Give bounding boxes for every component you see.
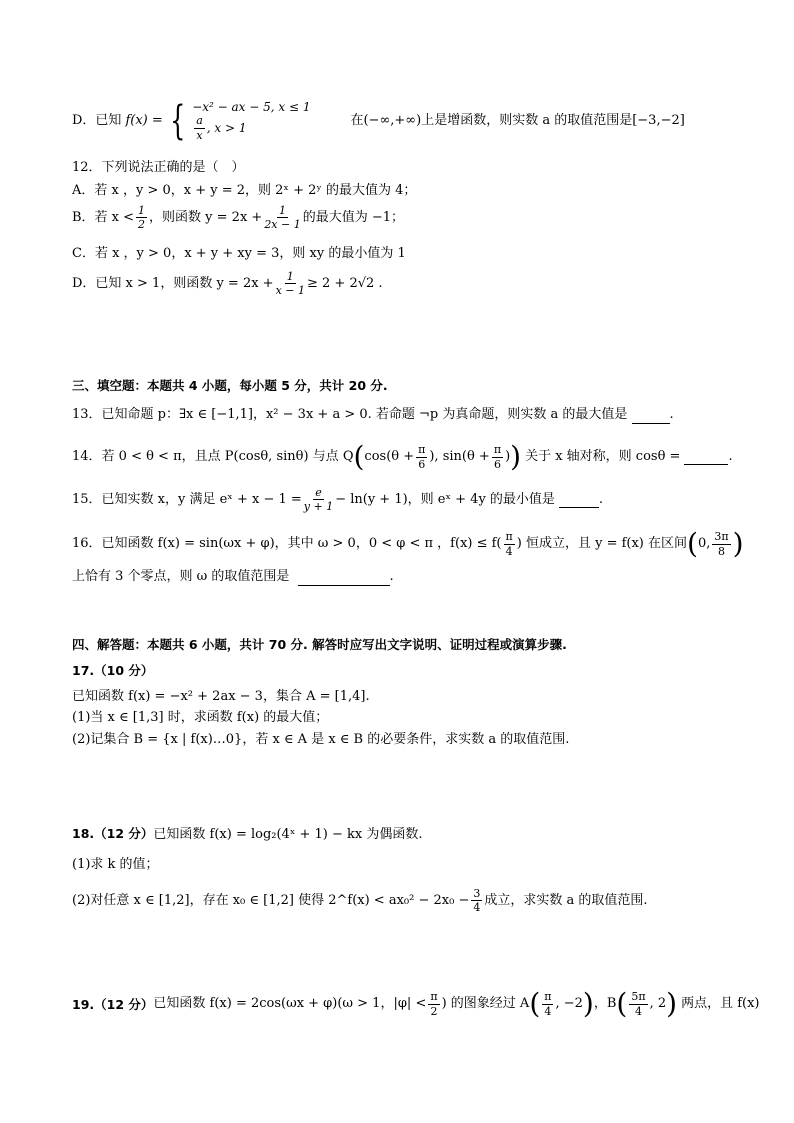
q14-end: . — [728, 449, 733, 465]
q14-inner2: ), sin(θ + — [429, 449, 490, 465]
paren-open: ( — [616, 987, 628, 1020]
q14-frac2 — [492, 443, 503, 470]
q15-frac — [304, 486, 333, 513]
q16-end: . — [389, 569, 394, 584]
q12-option-a: A．若 x ，y > 0，x + y = 2，则 2ˣ + 2ʸ 的最大值为 4； — [72, 183, 417, 198]
q12-option-c: C．若 x ，y > 0，x + y + xy = 3，则 xy 的最小值为 1 — [72, 246, 406, 261]
q16-interval-pre: 0, — [697, 536, 711, 552]
paren-open: ( — [687, 527, 698, 560]
frac-num: a — [196, 114, 203, 128]
frac-den: x — [196, 128, 203, 142]
frac-den: x − 1 — [275, 284, 305, 298]
q11-d-func: f(x) = — [125, 113, 163, 129]
frac-den: 6 — [418, 457, 426, 471]
frac-num: 3π — [714, 530, 729, 544]
q18-l3-post: 成立，求实数 a 的取值范围. — [484, 892, 648, 908]
q19-b-label: ，B — [593, 996, 617, 1012]
case-2-fraction — [194, 114, 205, 141]
paren-open: ( — [529, 987, 541, 1020]
q16-frac-pi4 — [504, 530, 515, 557]
q16-line1 — [72, 527, 744, 560]
q12-title: 12．下列说法正确的是（ ） — [72, 160, 245, 175]
frac-den: 2x − 1 — [264, 218, 301, 232]
frac-num: 1 — [138, 204, 146, 217]
case-2 — [192, 114, 310, 141]
case-1: −x² − ax − 5, x ≤ 1 — [192, 100, 311, 114]
q12-d-pre: D．已知 x > 1，则函数 y = 2x + — [72, 275, 274, 291]
q13-answer-blank[interactable] — [632, 407, 670, 424]
frac-den: 8 — [717, 544, 725, 558]
q16-line2 — [72, 569, 394, 586]
q11-option-d — [72, 97, 685, 144]
q14-frac1 — [416, 443, 427, 470]
q14-inner3: ) — [505, 449, 511, 465]
q19-pre: 已知函数 f(x) = 2cos(ωx + φ)(ω > 1，|φ| < — [153, 996, 427, 1012]
q19-a-post: , −2 — [555, 996, 583, 1012]
q16-answer-blank[interactable] — [298, 569, 390, 586]
q13-end: . — [669, 407, 674, 422]
q17-title: 17.（10 分） — [72, 663, 154, 678]
q19-frac-a — [542, 990, 553, 1017]
paren-close: ) — [666, 987, 678, 1020]
q19-title: 19.（12 分） — [72, 996, 154, 1012]
q17-line2: (1)当 x ∈ [1,3] 时，求函数 f(x) 的最大值； — [72, 710, 329, 725]
q14 — [72, 440, 733, 473]
q18-frac — [471, 887, 482, 914]
frac-den: 4 — [544, 1004, 552, 1018]
paren-open: ( — [353, 440, 365, 473]
frac-den: 6 — [493, 457, 501, 471]
frac-den: y + 1 — [303, 500, 334, 514]
q12-d-frac — [276, 270, 305, 297]
frac-den: 2 — [138, 218, 146, 232]
q18-l1: 已知函数 f(x) = log₂(4ˣ + 1) − kx 为偶函数. — [153, 827, 423, 842]
brace-symbol: { — [169, 97, 186, 144]
q12-b-mid: ，则函数 y = 2x + — [149, 209, 263, 225]
q13 — [72, 407, 674, 424]
frac-den: 4 — [634, 1004, 642, 1018]
frac-num: π — [544, 990, 552, 1004]
q15 — [72, 486, 603, 513]
q12-option-d — [72, 270, 383, 297]
q16-pre: 16．已知函数 f(x) = sin(ωx + φ)，其中 ω > 0，0 < φ < π ，f(x) ≤ f( — [72, 536, 502, 552]
frac-num: 1 — [279, 204, 287, 217]
piecewise-cases — [192, 100, 310, 142]
case-2-cond: , x > 1 — [206, 120, 247, 135]
q19-frac-pi2 — [428, 990, 439, 1017]
q19-line1 — [72, 987, 760, 1020]
section-3-heading: 三、填空题：本题共 4 小题，每小题 5 分，共计 20 分. — [72, 378, 388, 393]
q11-d-prefix: D．已知 — [72, 113, 122, 129]
piecewise-function — [163, 97, 311, 144]
q12-option-b — [72, 204, 404, 231]
frac-num: e — [315, 486, 322, 499]
section-4-heading: 四、解答题：本题共 6 小题，共计 70 分. 解答时应写出文字说明、证明过程或演算步骤. — [72, 637, 567, 652]
frac-num: 5π — [631, 990, 646, 1004]
paren-close: ) — [510, 440, 522, 473]
q15-post: − ln(y + 1)，则 eˣ + 4y 的最小值是 — [335, 491, 555, 507]
paren-close: ) — [582, 987, 594, 1020]
q12-b-post: 的最大值为 −1； — [302, 209, 405, 225]
q17-line1: 已知函数 f(x) = −x² + 2ax − 3，集合 A = [1,4]. — [72, 689, 370, 704]
q12-d-post: ≥ 2 + 2√2 . — [307, 275, 383, 291]
q15-pre: 15．已知实数 x，y 满足 eˣ + x − 1 = — [72, 491, 302, 507]
q16-line2-text: 上恰有 3 个零点，则 ω 的取值范围是 — [72, 569, 290, 584]
q18-line1 — [72, 826, 422, 843]
q12-b-pre: B．若 x < — [72, 209, 135, 225]
frac-den: 4 — [473, 901, 481, 915]
frac-den: 4 — [505, 544, 513, 558]
q18-line2: (1)求 k 的值； — [72, 857, 159, 872]
paren-close: ) — [732, 527, 744, 560]
q12-b-frac2 — [264, 204, 300, 231]
q18-title: 18.（12 分） — [72, 826, 154, 841]
frac-num: π — [418, 443, 426, 457]
q19-frac-b — [629, 990, 647, 1017]
q18-l3-pre: (2)对任意 x ∈ [1,2]，存在 x₀ ∈ [1,2] 使得 2^f(x) < ax₀² − 2x₀ − — [72, 892, 470, 908]
frac-num: 3 — [473, 887, 481, 900]
q19-post: 两点，且 f(x) — [681, 996, 760, 1012]
q14-inner1: cos(θ + — [364, 449, 415, 465]
q18-line3 — [72, 887, 648, 914]
frac-num: π — [430, 990, 438, 1004]
q17-line3: (2)记集合 B = {x | f(x)…0}，若 x ∈ A 是 x ∈ B 的必要条件，求实数 a 的取值范围. — [72, 732, 570, 747]
frac-num: π — [493, 443, 502, 457]
q16-mid: ) 恒成立，且 y = f(x) 在区间 — [516, 536, 688, 552]
q19-mid: ) 的图象经过 A — [441, 996, 530, 1012]
q14-post: 关于 x 轴对称，则 cosθ = — [525, 449, 681, 465]
q13-text: 13．已知命题 p：∃x ∈ [−1,1]，x² − 3x + a > 0. 若命题 ¬p 为真命题，则实数 a 的最大值是 — [72, 407, 628, 422]
q14-pre: 14．若 0 < θ < π，且点 P(cosθ, sinθ) 与点 Q — [72, 449, 354, 465]
q15-answer-blank[interactable] — [559, 491, 599, 508]
q12-b-frac — [136, 204, 147, 231]
frac-num: π — [505, 530, 513, 544]
q11-d-text: 在(−∞,+∞)上是增函数，则实数 a 的取值范围是[−3,−2] — [350, 113, 685, 129]
q15-end: . — [598, 491, 604, 507]
frac-num: 1 — [286, 270, 294, 283]
q19-b-post: , 2 — [649, 996, 667, 1012]
frac-den: 2 — [430, 1004, 438, 1018]
q14-answer-blank[interactable] — [684, 449, 728, 466]
q16-interval-frac — [712, 530, 730, 557]
